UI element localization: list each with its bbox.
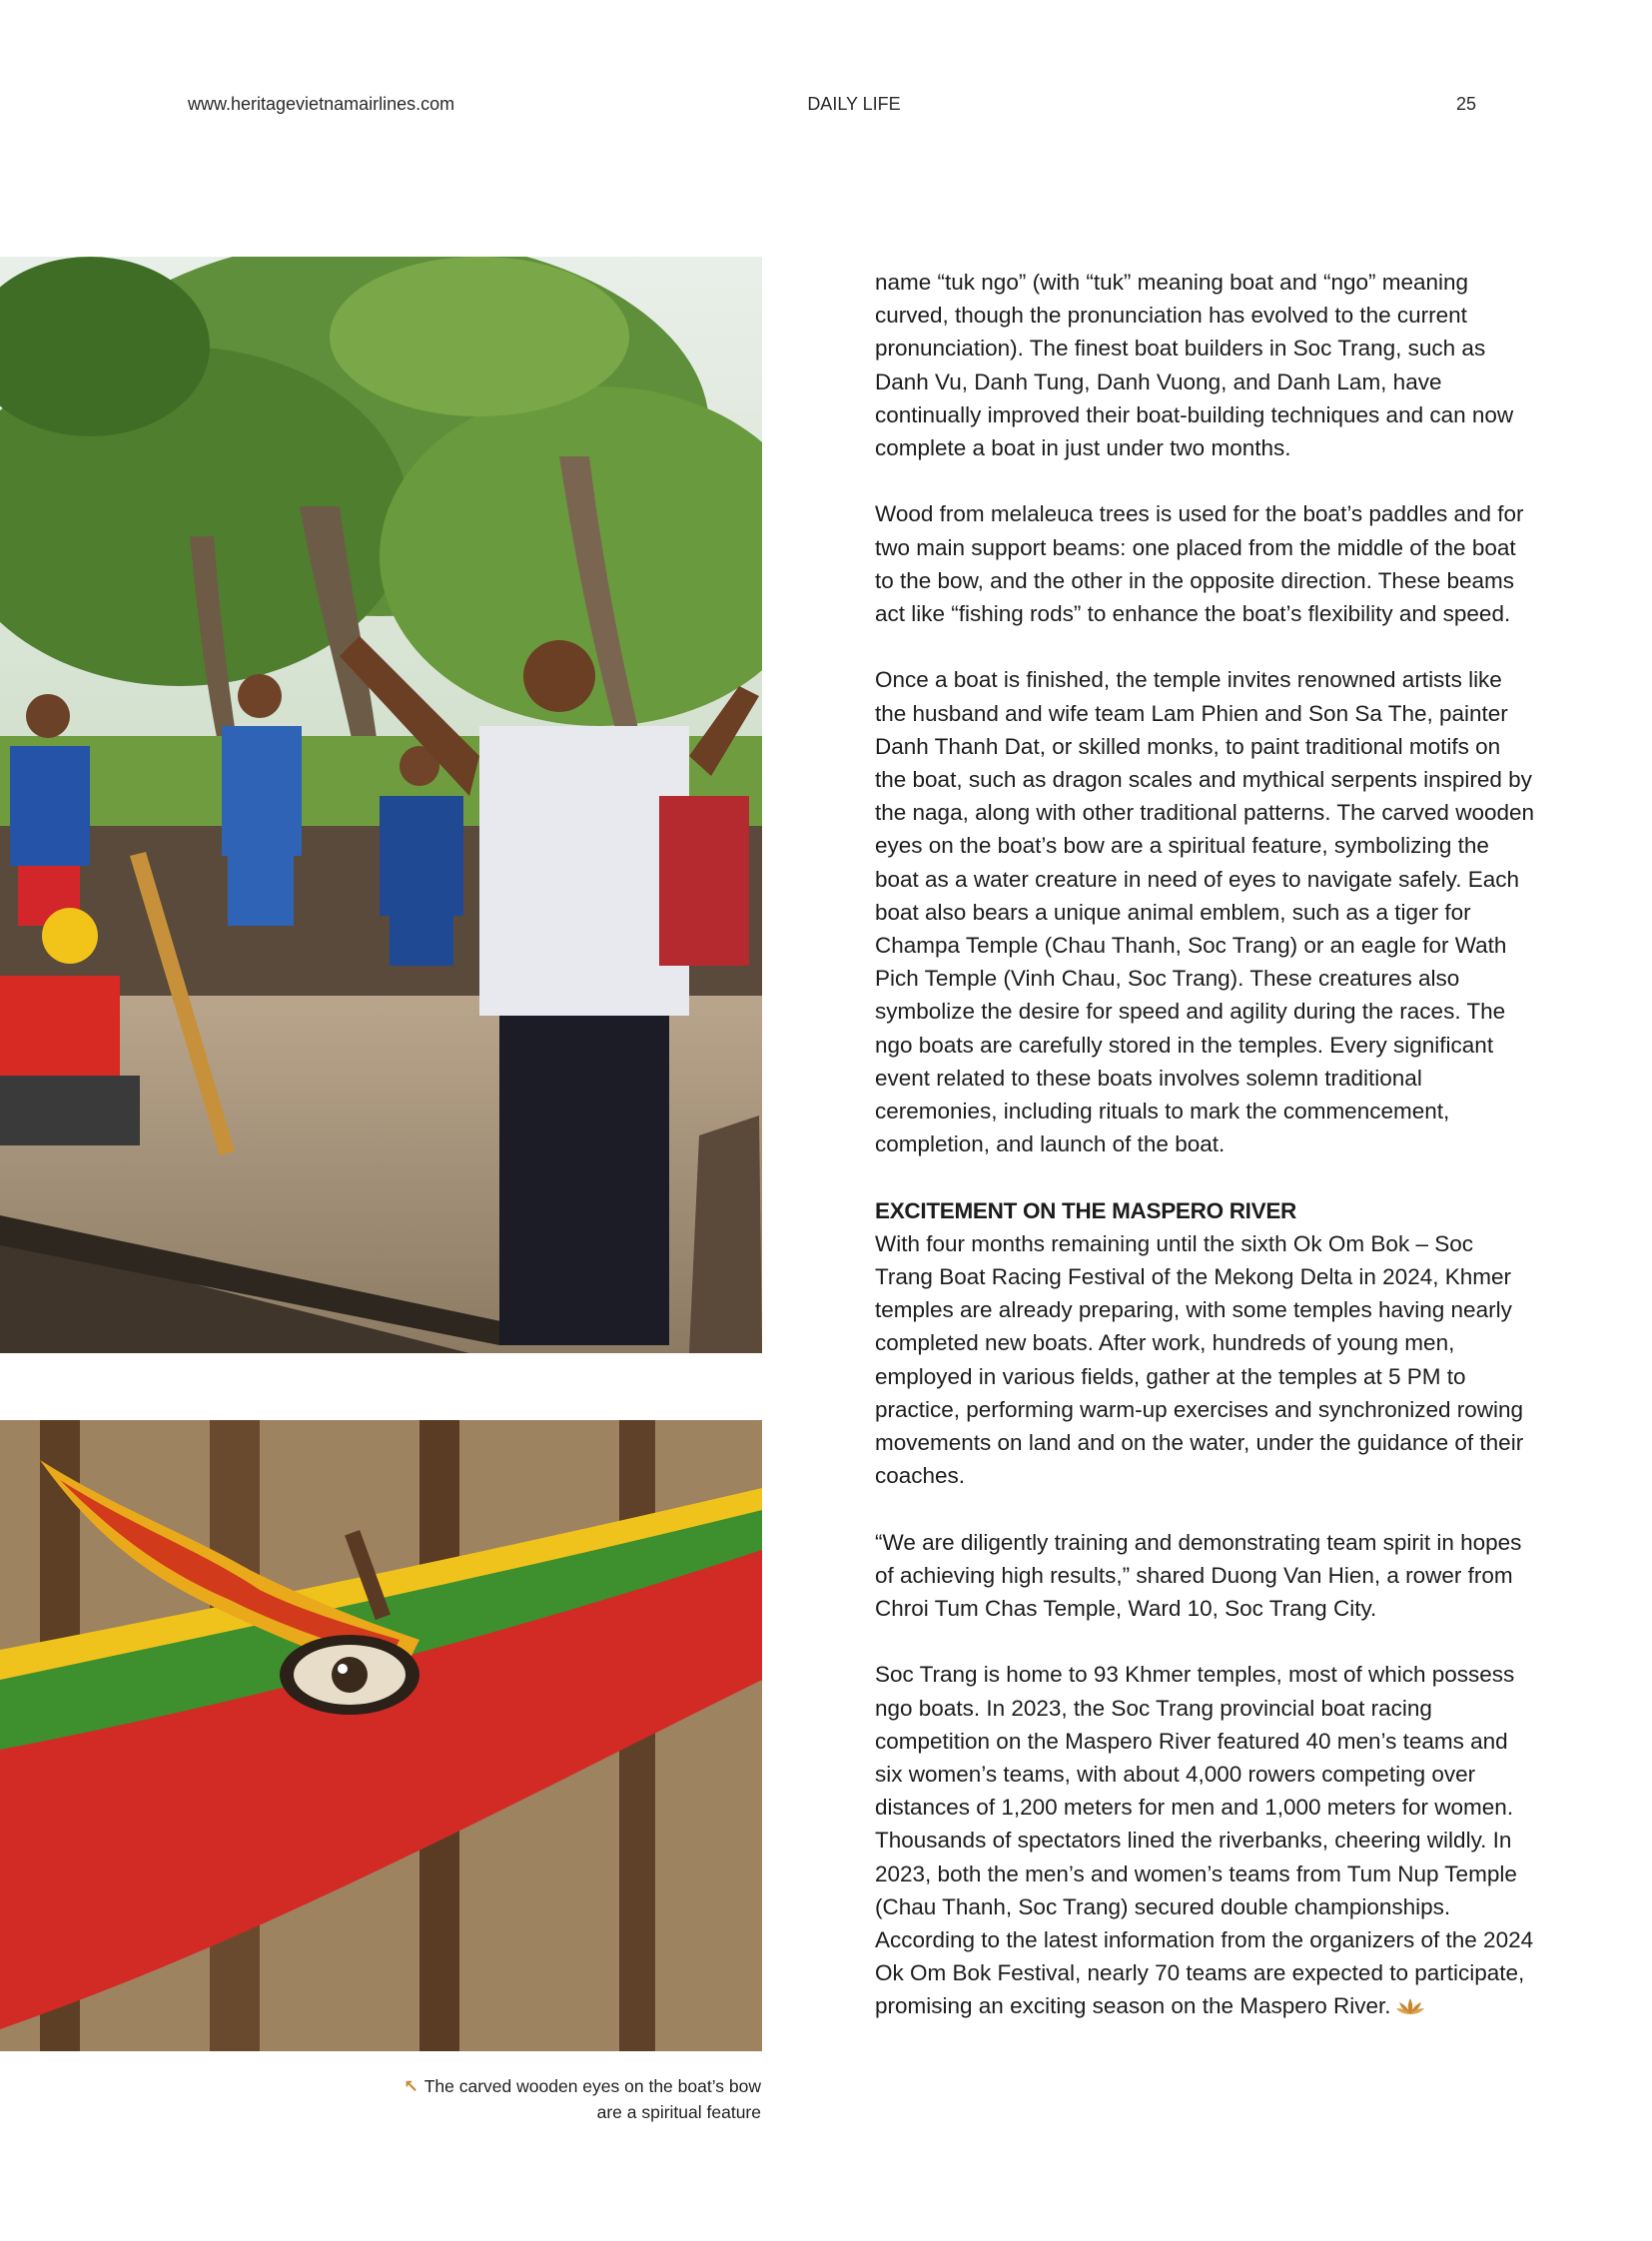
lotus-icon (1395, 1992, 1425, 2025)
boat-training-illustration (0, 257, 762, 1353)
arrow-up-left-icon: ↖ (404, 2076, 418, 2096)
caption-text: The carved wooden eyes on the boat’s bow are a spiritual feature (423, 2076, 761, 2122)
website-url: www.heritagevietnamairlines.com (188, 94, 455, 114)
boat-eye-photo (0, 1420, 762, 2051)
article-paragraph: name “tuk ngo” (with “tuk” meaning boat and “ngo” meaning curved, though the pronunciation has evolved to the current pronunciation). The finest boat builders in Soc Trang, such as Danh Vu, Danh Tung, Danh Vuong, and Danh Lam, have continually improved their boat-building techniques and can now complete a boat in just under two months. (875, 270, 1514, 461)
boat-eye-illustration (0, 1420, 762, 2051)
article-paragraph (875, 1658, 1534, 2025)
article-body (875, 266, 1534, 2059)
article-paragraph: Once a boat is finished, the temple invites renowned artists like the husband and wife team Lam Phien and Son Sa The, painter Danh Thanh Dat, or skilled monks, to paint traditional motifs on the boat, such as dragon scales and mythical serpents inspired by the naga, along with other traditional patterns. The carved wooden eyes on the boat’s bow are a spiritual feature, symbolizing the boat as a water creature in need of eyes to navigate safely. Each boat also bears a unique animal emblem, such as a tiger for Champa Temple (Chau Thanh, Soc Trang) or an eagle for Wath Pich Temple (Vinh Chau, Soc Trang). These creatures also symbolize the desire for speed and agility during the races. The ngo boats are carefully stored in the temples. Every significant event related to these boats involves solemn traditional ceremonies, including rituals to mark the commencement, completion, and launch of the boat. (875, 667, 1535, 1157)
article-paragraph: With four months remaining until the sixth Ok Om Bok – Soc Trang Boat Racing Festival of the Mekong Delta in 2024, Khmer temples are already preparing, with some temples having nearly completed new boats. After work, hundreds of young men, employed in various fields, gather at the temples at 5 PM to practice, performing warm-up exercises and synchronized rowing movements on land and on the water, under the guidance of their coaches. (875, 1230, 1524, 1489)
photo-caption (402, 2073, 761, 2125)
article-paragraph: Wood from melaleuca trees is used for the boat’s paddles and for two main support beams: one placed from the middle of the boat to the bow, and the other in the opposite direction. These beams act like “fishing rods” to enhance the boat’s flexibility and speed. (875, 501, 1524, 627)
section-label: DAILY LIFE (807, 94, 901, 114)
article-paragraph-text: Soc Trang is home to 93 Khmer temples, most of which possess ngo boats. In 2023, the Soc Trang provincial boat racing competition on the Maspero River featured 40 men’s teams and six women’s teams, with about 4,000 rowers competing over distances of 1,200 meters for men and 1,000 meters for women. Thousands of spectators lined the riverbanks, cheering wildly. In 2023, both the men’s and women’s teams from Tum Nup Temple (Chau Thanh, Soc Trang) secured double championships. According to the latest information from the organizers of the 2024 Ok Om Bok Festival, nearly 70 teams are expected to participate, promising an exciting season on the Maspero River. (875, 1662, 1534, 2019)
boat-training-photo (0, 257, 762, 1353)
article-paragraph: “We are diligently training and demonstrating team spirit in hopes of achieving high results,” shared Duong Van Hien, a rower from Chroi Tum Chas Temple, Ward 10, Soc Trang City. (875, 1529, 1522, 1622)
section-heading: EXCITEMENT ON THE MASPERO RIVER (875, 1197, 1296, 1223)
page-number: 25 (1455, 94, 1476, 114)
